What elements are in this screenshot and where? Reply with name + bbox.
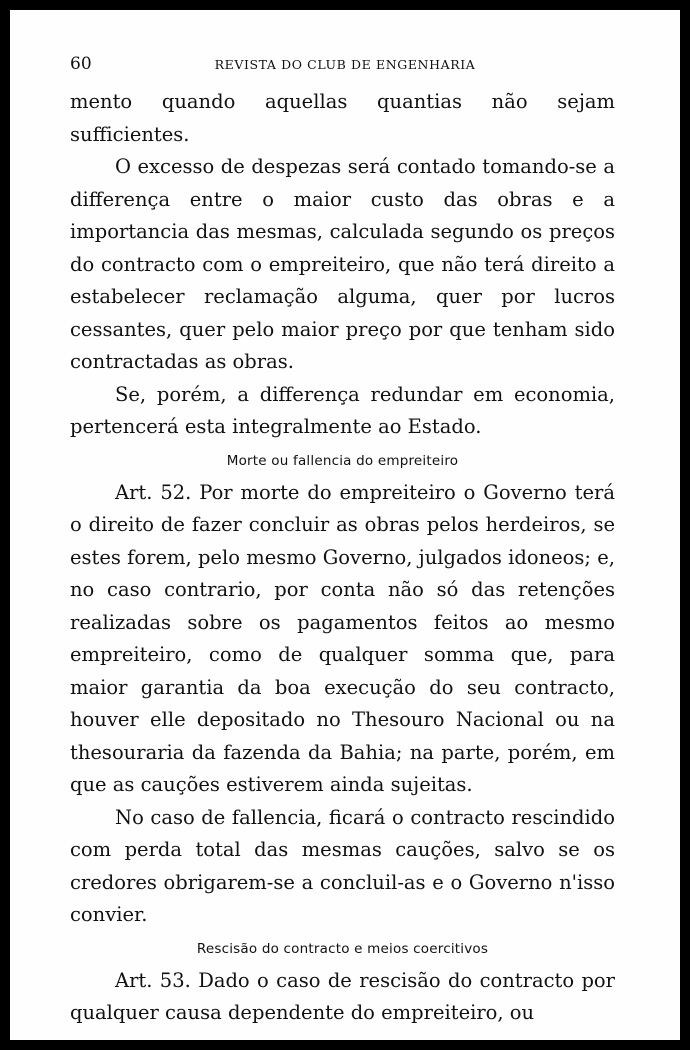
paragraph-continuation: mento quando aquellas quantias não sejam sufficientes. xyxy=(70,90,615,146)
paragraph-article-53: Art. 53. Dado o caso de rescisão do contracto por qualquer causa dependente do empreiteiro, ou xyxy=(70,968,615,1024)
paragraph-excess-costs: O excesso de despezas será contado tomando-se a differença entre o maior custo das obras e a importancia das mesmas, calculada segundo os preços do contracto com o empreiteiro, que não terá direito a estabelecer reclamação alguma, quer por lucros cessantes, quer pelo maior preço por que tenham sido contractadas as obras. xyxy=(70,155,615,373)
running-title: REVISTA DO CLUB DE ENGENHARIA xyxy=(214,57,476,72)
page-header xyxy=(70,54,620,76)
section-heading-death-bankruptcy: Morte ou fallencia do empreiteiro xyxy=(226,452,459,469)
section-heading-rescission: Rescisão do contracto e meios coercitivos xyxy=(196,940,489,957)
paragraph-article-52: Art. 52. Por morte do empreiteiro o Governo terá o direito de fazer concluir as obras pelos herdeiros, se estes forem, pelo mesmo Governo, julgados idoneos; e, no caso contrario, por conta não só das retenções realizadas sobre os pagamentos feitos ao mesmo empreiteiro, como de qualquer somma que, para maior garantia da boa execução do seu contracto, houver elle depositado no Thesouro Nacional ou na thesouraria da fazenda da Bahia; na parte, porém, em que as cauções estiverem ainda sujeitas. xyxy=(70,480,615,796)
page-number: 60 xyxy=(70,54,92,74)
paragraph-economy: Se, porém, a differença redundar em economia, pertencerá esta integralmente ao Estado. xyxy=(70,382,615,438)
body-text xyxy=(70,86,615,1030)
book-page xyxy=(10,10,680,1040)
paragraph-bankruptcy: No caso de fallencia, ficará o contracto rescindido com perda total das mesmas cauções, salvo se os credores obrigarem-se a concluil-as e o Governo n'isso convier. xyxy=(70,805,615,926)
